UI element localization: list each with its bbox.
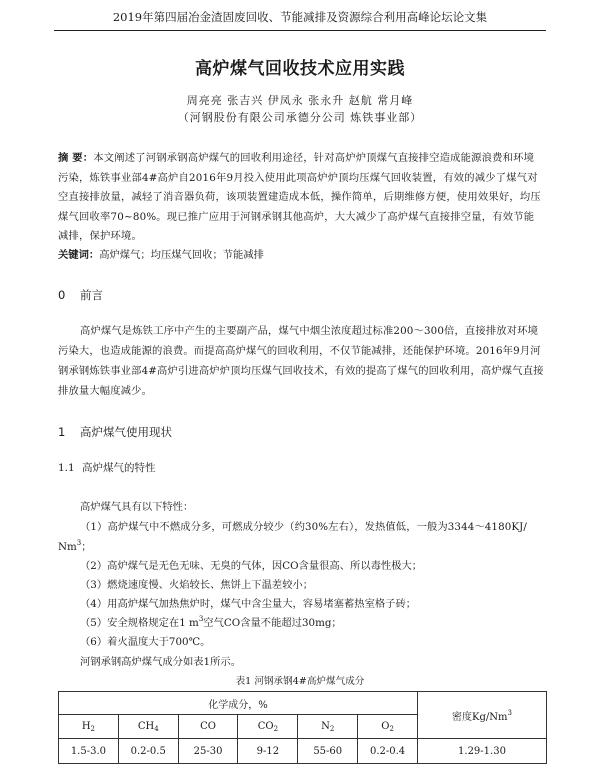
formula-base: CO <box>257 720 274 732</box>
header-rule <box>54 30 546 31</box>
unit-superscript: 3 <box>76 539 82 547</box>
keywords-label: 关键词： <box>58 249 100 261</box>
paper-title: 高炉煤气回收技术应用实践 <box>195 59 405 79</box>
unit-end: ； <box>81 541 92 553</box>
formula-base: CO <box>200 720 216 732</box>
section-number: 0 <box>58 288 66 302</box>
feature-item-1-unit <box>58 538 92 553</box>
feature-item-1: （1）高炉煤气中不燃成分多，可燃成分较少（约30%左右），发热值低，一般为3344～4180KJ/ <box>80 521 527 533</box>
authors: 周亮亮 张吉兴 伊凤永 张永升 赵航 常月峰 <box>186 94 414 107</box>
keywords-text: 高炉煤气；均压煤气回收；节能减排 <box>99 249 264 261</box>
table-column-header <box>298 715 358 739</box>
gas-composition-table <box>58 691 547 764</box>
feature-item-6: （6）着火温度大于700℃。 <box>80 636 211 648</box>
table-cell: 1.5-3.0 <box>59 739 119 764</box>
formula-base: O <box>381 720 390 732</box>
feature-item-5-pre: （5）安全规格规定在1 m <box>80 617 199 629</box>
density-header-text: 密度Kg/Nm <box>452 711 508 723</box>
section-title: 高炉煤气使用现状 <box>80 425 172 439</box>
table-group-header: 化学成分，% <box>59 692 418 715</box>
table-column-header <box>118 715 178 739</box>
features-intro: 高炉煤气具有以下特性： <box>80 501 194 513</box>
feature-item-2: （2）高炉煤气是无色无味、无臭的气体，因CO含量很高、所以毒性极大； <box>80 560 423 572</box>
abstract-label: 摘 要： <box>58 152 94 164</box>
formula-base: N <box>321 720 330 732</box>
table-cell: 55-60 <box>298 739 358 764</box>
table-caption: 表1 河钢承钢4#高炉煤气成分 <box>235 676 365 687</box>
table-cell: 0.2-0.5 <box>118 739 178 764</box>
table-cell: 25-30 <box>178 739 238 764</box>
feature-item-5-post: 空气CO含量不能超过30mg； <box>203 617 342 629</box>
subsection-heading-1-1 <box>58 460 156 475</box>
table-column-header <box>59 715 119 739</box>
section-heading-0 <box>58 287 103 303</box>
table-reference: 河钢承钢高炉煤气成分如表1所示。 <box>80 656 242 668</box>
table-column-header <box>358 715 418 739</box>
table-cell: 0.2-0.4 <box>358 739 418 764</box>
intro-paragraph: 高炉煤气是炼铁工序中产生的主要副产品，煤气中烟尘浓度超过标准200～300倍，直接排放对环境污染大，也造成能源的浪费。而提高高炉煤气的回收利用，不仅节能减排，还能保护环境。2016年9月河钢承钢炼铁事业部4#高炉引进高炉炉顶均压煤气回收技术，有效的提高了煤气的回收利用，高炉煤气直接排放量大幅度减少。 <box>58 325 544 397</box>
subsection-number: 1.1 <box>58 462 75 474</box>
keywords <box>58 246 544 261</box>
feature-item-3: （3）燃烧速度慢、火焰较长、焦饼上下温差较小； <box>80 579 314 591</box>
table-cell: 9-12 <box>238 739 298 764</box>
running-header: 2019年第四届冶金渣固废回收、节能减排及资源综合利用高峰论坛论文集 <box>112 10 488 24</box>
formula-subscript: 4 <box>154 724 159 733</box>
formula-subscript: 2 <box>273 724 279 733</box>
feature-item-4: （4）用高炉煤气加热焦炉时，煤气中含尘量大，容易堵塞蓄热室格子砖； <box>80 598 417 610</box>
section-number: 1 <box>58 425 66 439</box>
formula-base: CH <box>137 720 155 732</box>
formula-subscript: 2 <box>389 724 394 733</box>
unit-text: Nm <box>58 541 77 553</box>
feature-item-5-superscript: 3 <box>198 615 204 623</box>
section-heading-1 <box>58 424 172 440</box>
affiliation: （河钢股份有限公司承德分公司 炼铁事业部） <box>177 111 423 124</box>
abstract-text: 本文阐述了河钢承钢高炉煤气的回收利用途径，针对高炉炉顶煤气直接排空造成能源浪费和环境污染，炼铁事业部4#高炉自2016年9月投入使用此项高炉炉顶均压煤气回收装置，有效的减少了煤气对空直接排放量，减轻了消音器负荷，该项装置建造成本低，操作简单，后期维修方便，使用效果好，均压煤气回收率70~80%。现已推广应用于河钢承钢其他高炉，大大减少了高炉煤气直接排空量，有效节能减排，保护环境。 <box>58 152 541 243</box>
table-density-header <box>418 692 547 739</box>
table-density-cell: 1.29-1.30 <box>418 739 547 764</box>
section-title: 前言 <box>80 288 103 302</box>
table-column-header <box>178 715 238 739</box>
formula-base: H <box>81 720 91 732</box>
formula-subscript: 2 <box>90 724 96 733</box>
abstract <box>58 149 544 247</box>
density-header-superscript: 3 <box>507 708 512 717</box>
feature-item-5 <box>80 614 342 629</box>
table-column-header <box>238 715 298 739</box>
subsection-title: 高炉煤气的特性 <box>82 462 156 474</box>
formula-subscript: 2 <box>329 724 335 733</box>
